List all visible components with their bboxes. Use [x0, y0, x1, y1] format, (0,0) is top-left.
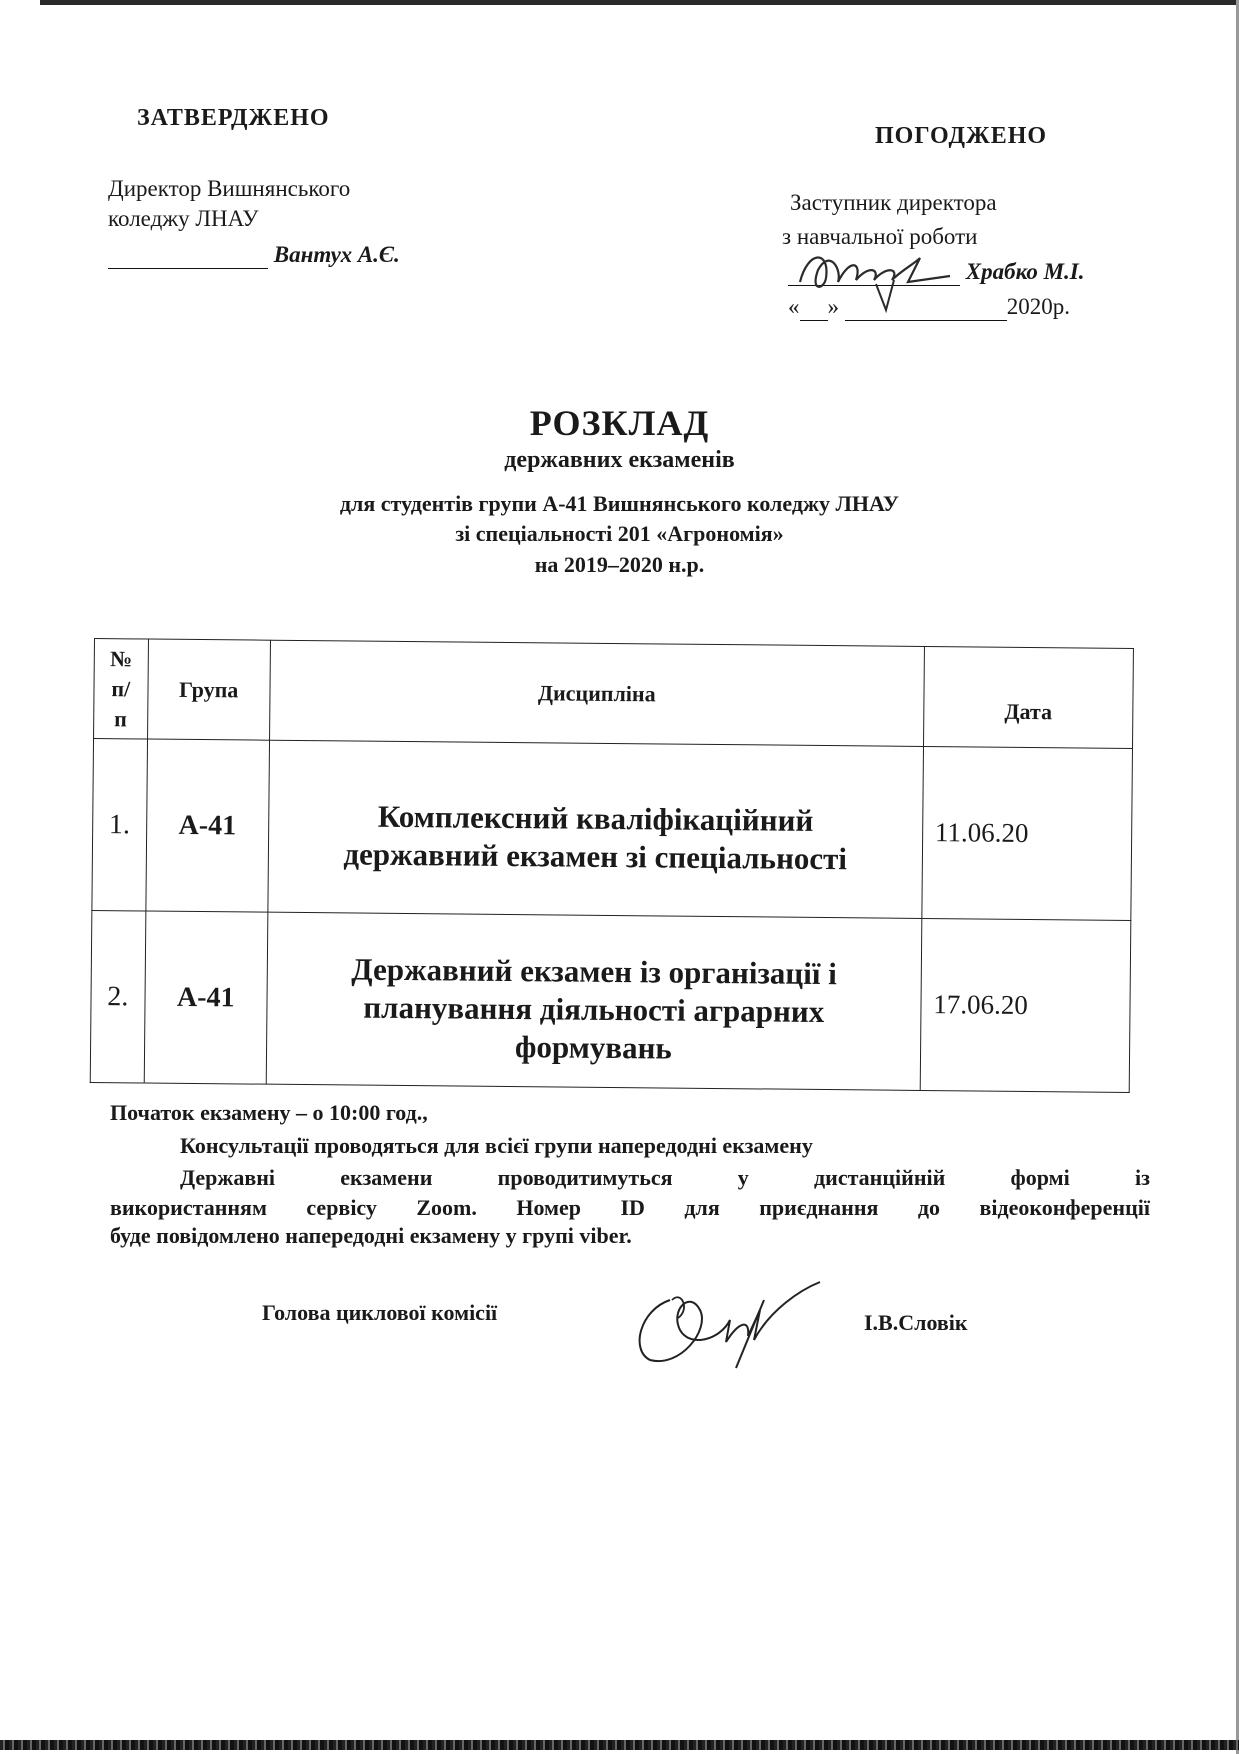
agreed-name: Храбко М.І.	[965, 259, 1085, 284]
header-number-line-2: п/	[111, 675, 131, 701]
doc-subtitle-4: на 2019–2020 н.р.	[534, 552, 705, 577]
row-date: 17.06.20	[920, 918, 1131, 1092]
note-remote-line-3: буде повідомлено напередодні екзамену у групі viber.	[110, 1223, 632, 1248]
approved-name: Вантух А.Є.	[273, 242, 400, 267]
agreed-heading: ПОГОДЖЕНО	[875, 123, 1048, 149]
header-number	[94, 639, 149, 740]
header-date: Дата	[923, 646, 1133, 748]
date-quote-close: »	[827, 294, 839, 319]
discipline-line: формувань	[514, 1028, 672, 1066]
approved-heading: ЗАТВЕРДЖЕНО	[137, 105, 330, 131]
row-group: А-41	[145, 739, 269, 912]
table-row	[92, 739, 1133, 921]
header-number-line-1: №	[109, 645, 133, 671]
agreed-line-1: Заступник директора	[790, 190, 997, 215]
agreed-signature	[790, 240, 960, 320]
scan-edge-bottom	[0, 1740, 1239, 1750]
note-consultations: Консультації проводяться для всієї групи напередодні екзамену	[180, 1133, 813, 1158]
doc-title: РОЗКЛАД	[529, 403, 710, 443]
approved-line-1: Директор Вишнянського	[108, 176, 351, 201]
row-discipline	[266, 912, 922, 1090]
note-remote-line-1: Державні екзамени проводитимуться у дистанційній формі із	[180, 1165, 1150, 1190]
note-remote-line-2: використанням сервісу Zoom. Номер ID для приєднання до відеоконференції	[110, 1195, 1150, 1220]
row-date: 11.06.20	[922, 746, 1133, 920]
table-row	[90, 910, 1131, 1092]
discipline-line: державний екзамен зі спеціальності	[343, 835, 848, 876]
table-header-row	[94, 639, 1134, 749]
row-number: 1.	[92, 739, 147, 912]
approved-signature-line	[108, 242, 400, 269]
date-quote-open: «	[788, 294, 800, 319]
approved-line-2: коледжу ЛНАУ	[108, 206, 259, 231]
doc-subtitle-2: для студентів групи А-41 Вишнянського коледжу ЛНАУ	[339, 491, 900, 516]
scan-edge-top	[40, 0, 1239, 5]
row-number: 2.	[90, 910, 145, 1083]
discipline-line: Комплексний кваліфікаційний	[377, 798, 814, 838]
row-group: А-41	[144, 911, 268, 1084]
doc-subtitle-3: зі спеціальності 201 «Агрономія»	[455, 521, 784, 546]
doc-subtitle-1: державних екзаменів	[504, 447, 735, 473]
discipline-line: Державний екзамен із організації і	[351, 950, 838, 991]
footer-position: Голова циклової комісії	[262, 1300, 498, 1325]
row-discipline	[268, 740, 924, 918]
agreed-line-2: з навчальної роботи	[782, 224, 978, 249]
note-start-time: Початок екзамену – о 10:00 год.,	[110, 1100, 428, 1125]
footer-name: І.В.Словік	[864, 1310, 968, 1335]
discipline-line: планування діяльності аграрних	[363, 989, 825, 1029]
agreed-year: 2020р.	[1006, 294, 1070, 319]
header-discipline: Дисципліна	[269, 640, 924, 746]
commission-head-signature	[630, 1270, 830, 1370]
header-group: Група	[147, 639, 270, 740]
schedule-table	[90, 638, 1134, 1093]
header-number-line-3: п	[114, 705, 127, 731]
